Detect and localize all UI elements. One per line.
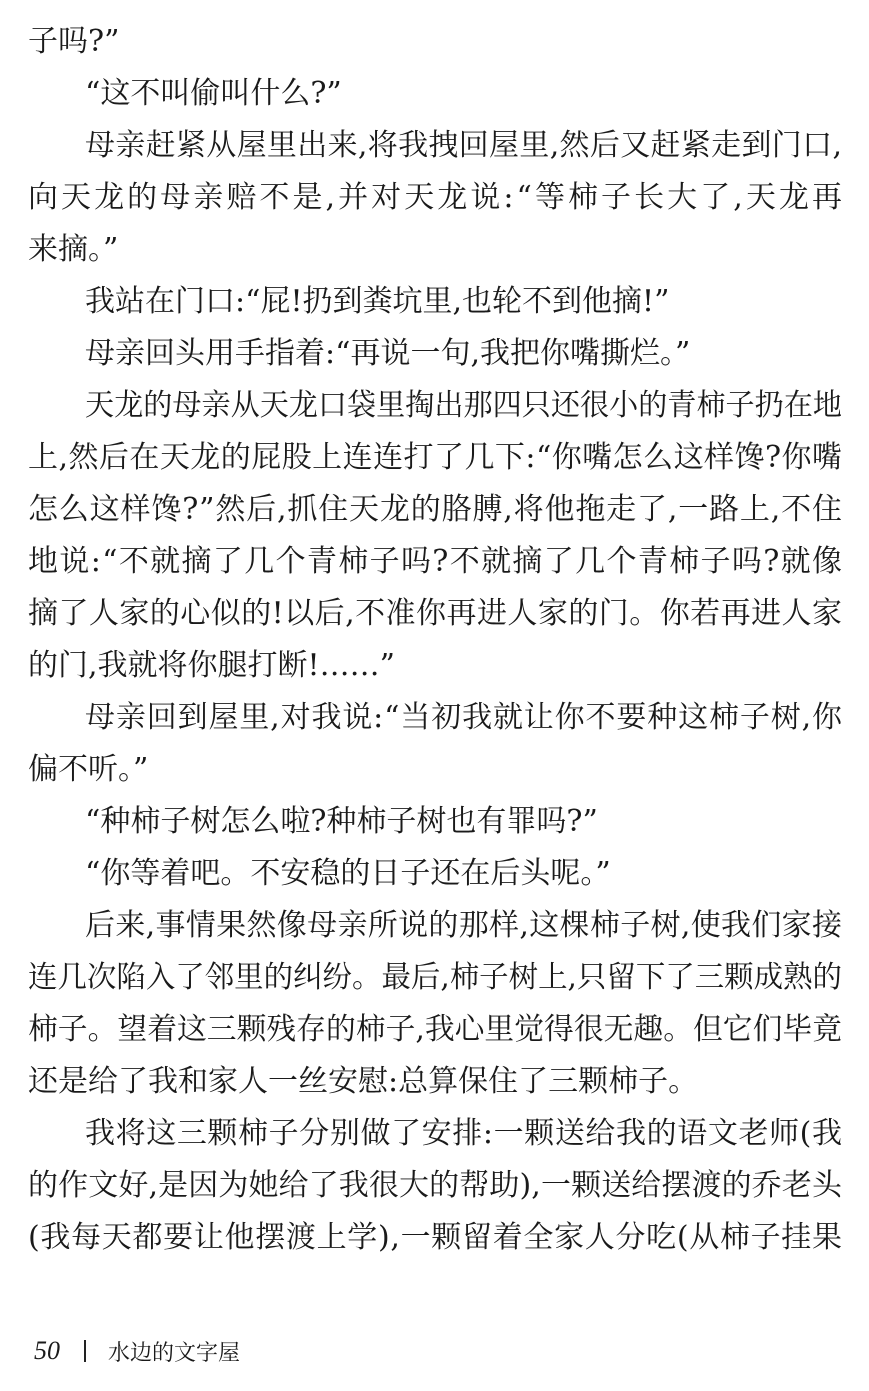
text-line	[28, 68, 842, 120]
text-line-content: 地说:“不就摘了几个青柿子吗?不就摘了几个青柿子吗?就像	[28, 544, 844, 579]
text-line-content: 连几次陷入了邻里的纠纷。最后,柿子树上,只留下了三颗成熟的	[28, 960, 842, 995]
text-line-content: “你等着吧。不安稳的日子还在后头呢。”	[85, 856, 611, 891]
text-line	[28, 692, 842, 744]
book-title: 水边的文字屋	[108, 1340, 241, 1366]
page-footer	[34, 1333, 240, 1369]
text-line-content: 向天龙的母亲赔不是,并对天龙说:“等柿子长大了,天龙再	[28, 180, 846, 215]
text-line	[28, 952, 842, 1004]
text-line	[28, 432, 842, 484]
text-line	[28, 328, 842, 380]
text-line-content: “种柿子树怎么啦?种柿子树也有罪吗?”	[85, 804, 598, 839]
text-line-content: 我将这三颗柿子分别做了安排:一颗送给我的语文老师(我	[85, 1116, 843, 1151]
text-line	[28, 1108, 842, 1160]
page-number: 50	[34, 1336, 60, 1365]
text-line-content: 怎么这样馋?”然后,抓住天龙的胳膊,将他拖走了,一路上,不住	[28, 492, 843, 527]
text-line-content: “这不叫偷叫什么?”	[85, 76, 342, 111]
text-line	[28, 640, 842, 692]
text-line-content: 上,然后在天龙的屁股上连连打了几下:“你嘴怎么这样馋?你嘴	[28, 440, 843, 475]
text-line	[28, 276, 842, 328]
text-line-content: 柿子。望着这三颗残存的柿子,我心里觉得很无趣。但它们毕竟	[28, 1012, 842, 1047]
body-text	[28, 16, 846, 1264]
text-line	[28, 536, 842, 588]
text-line	[28, 16, 842, 68]
text-line-content: 来摘。”	[28, 232, 119, 267]
text-line-content: 后来,事情果然像母亲所说的那样,这棵柿子树,使我们家接	[85, 908, 843, 943]
text-line-content: 母亲赶紧从屋里出来,将我拽回屋里,然后又赶紧走到门口,	[85, 128, 843, 163]
text-line	[28, 484, 842, 536]
text-line-content: 偏不听。”	[28, 752, 149, 787]
text-line-content: 的门,我就将你腿打断!……”	[28, 648, 395, 683]
text-line	[28, 744, 842, 796]
text-line	[28, 848, 842, 900]
text-line	[28, 1056, 842, 1108]
text-line	[28, 900, 842, 952]
text-line	[28, 172, 846, 224]
text-line-content: 摘了人家的心似的!以后,不准你再进人家的门。你若再进人家	[28, 596, 843, 631]
text-line-content: 母亲回头用手指着:“再说一句,我把你嘴撕烂。”	[85, 336, 691, 371]
text-line	[28, 120, 842, 172]
text-line-content: 天龙的母亲从天龙口袋里掏出那四只还很小的青柿子扔在地	[85, 388, 842, 423]
text-line	[28, 588, 842, 640]
text-line	[28, 1004, 842, 1056]
text-line-content: 子吗?”	[28, 24, 120, 59]
text-line-content: 母亲回到屋里,对我说:“当初我就让你不要种这柿子树,你	[85, 700, 843, 735]
text-line-content: 我站在门口:“屁!扔到粪坑里,也轮不到他摘!”	[85, 284, 670, 319]
footer-divider	[84, 1340, 86, 1362]
text-line	[28, 224, 842, 276]
text-line	[28, 380, 842, 432]
text-line-content: (我每天都要让他摆渡上学),一颗留着全家人分吃(从柿子挂果	[28, 1220, 843, 1255]
text-line-content: 的作文好,是因为她给了我很大的帮助),一颗送给摆渡的乔老头	[28, 1168, 843, 1203]
text-line	[28, 796, 842, 848]
text-line	[28, 1160, 842, 1212]
text-line-content: 还是给了我和家人一丝安慰:总算保住了三颗柿子。	[28, 1064, 699, 1099]
text-line	[28, 1212, 842, 1264]
